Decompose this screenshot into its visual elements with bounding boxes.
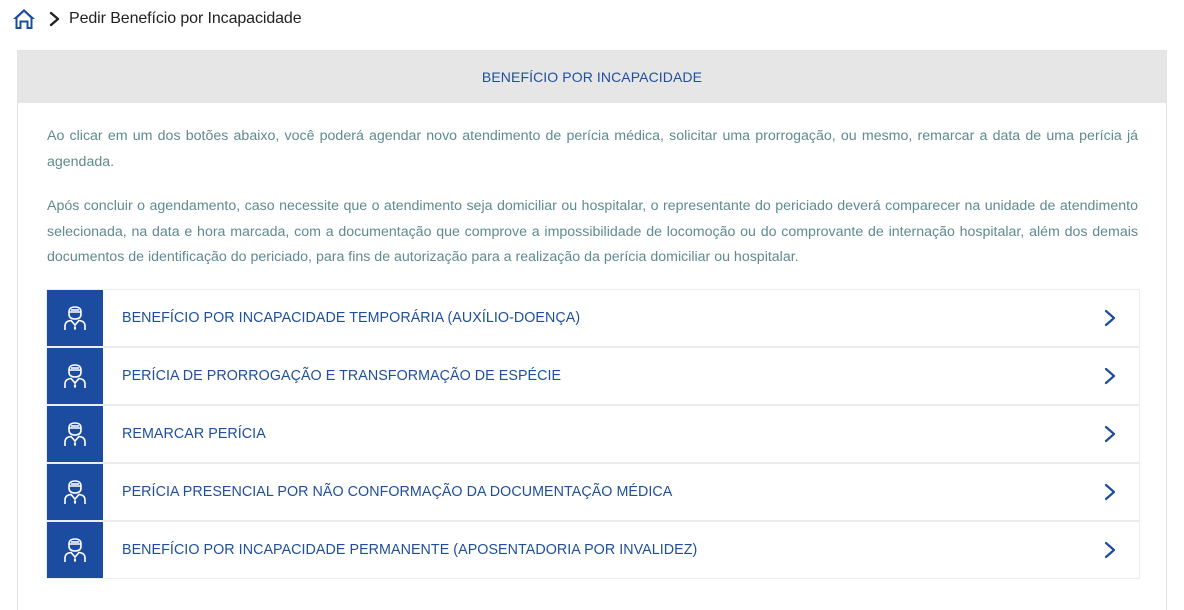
doctor-icon (47, 348, 103, 404)
chevron-right-icon (1081, 406, 1139, 462)
option-label: BENEFÍCIO POR INCAPACIDADE TEMPORÁRIA (AUXÍLIO-DOENÇA) (122, 309, 581, 326)
breadcrumb (12, 7, 302, 31)
option-temporary-incapacity[interactable] (47, 290, 1139, 346)
option-permanent-incapacity[interactable] (47, 522, 1139, 578)
option-reschedule[interactable] (47, 406, 1139, 462)
chevron-right-icon (1081, 464, 1139, 520)
doctor-icon (47, 290, 103, 346)
doctor-icon (47, 464, 103, 520)
home-icon[interactable] (12, 8, 36, 30)
breadcrumb-current: Pedir Benefício por Incapacidade (69, 10, 302, 27)
option-extension-transformation[interactable] (47, 348, 1139, 404)
option-label: PERÍCIA DE PRORROGAÇÃO E TRANSFORMAÇÃO DE ESPÉCIE (122, 367, 562, 384)
chevron-right-icon (1081, 348, 1139, 404)
options-list (47, 290, 1139, 578)
chevron-right-icon (48, 11, 62, 27)
chevron-right-icon (1081, 522, 1139, 578)
option-label: PERÍCIA PRESENCIAL POR NÃO CONFORMAÇÃO DA DOCUMENTAÇÃO MÉDICA (122, 483, 673, 500)
doctor-icon (47, 522, 103, 578)
instructions-paragraph: Após concluir o agendamento, caso necessite que o atendimento seja domiciliar ou hospitalar, o representante do periciado deverá comparecer na unidade de atendimento selecionada, na data e hora marcada, com a documentação que comprove a impossibilidade de locomoção ou do comprovante de internação hospitalar, além dos demais documentos de identificação do periciado, para fins de autorização para a realização da perícia domiciliar ou hospitalar. (47, 198, 1138, 265)
doctor-icon (47, 406, 103, 462)
intro-paragraph: Ao clicar em um dos botões abaixo, você poderá agendar novo atendimento de perícia médica, solicitar uma prorrogação, ou mesmo, remarcar a data de uma perícia já agendada. (47, 128, 1138, 170)
option-in-person-exam[interactable] (47, 464, 1139, 520)
benefit-panel (17, 50, 1167, 610)
panel-body (18, 103, 1166, 578)
option-label: BENEFÍCIO POR INCAPACIDADE PERMANENTE (APOSENTADORIA POR INVALIDEZ) (122, 541, 698, 558)
option-label: REMARCAR PERÍCIA (122, 425, 266, 442)
chevron-right-icon (1081, 290, 1139, 346)
panel-title: BENEFÍCIO POR INCAPACIDADE (18, 51, 1166, 103)
